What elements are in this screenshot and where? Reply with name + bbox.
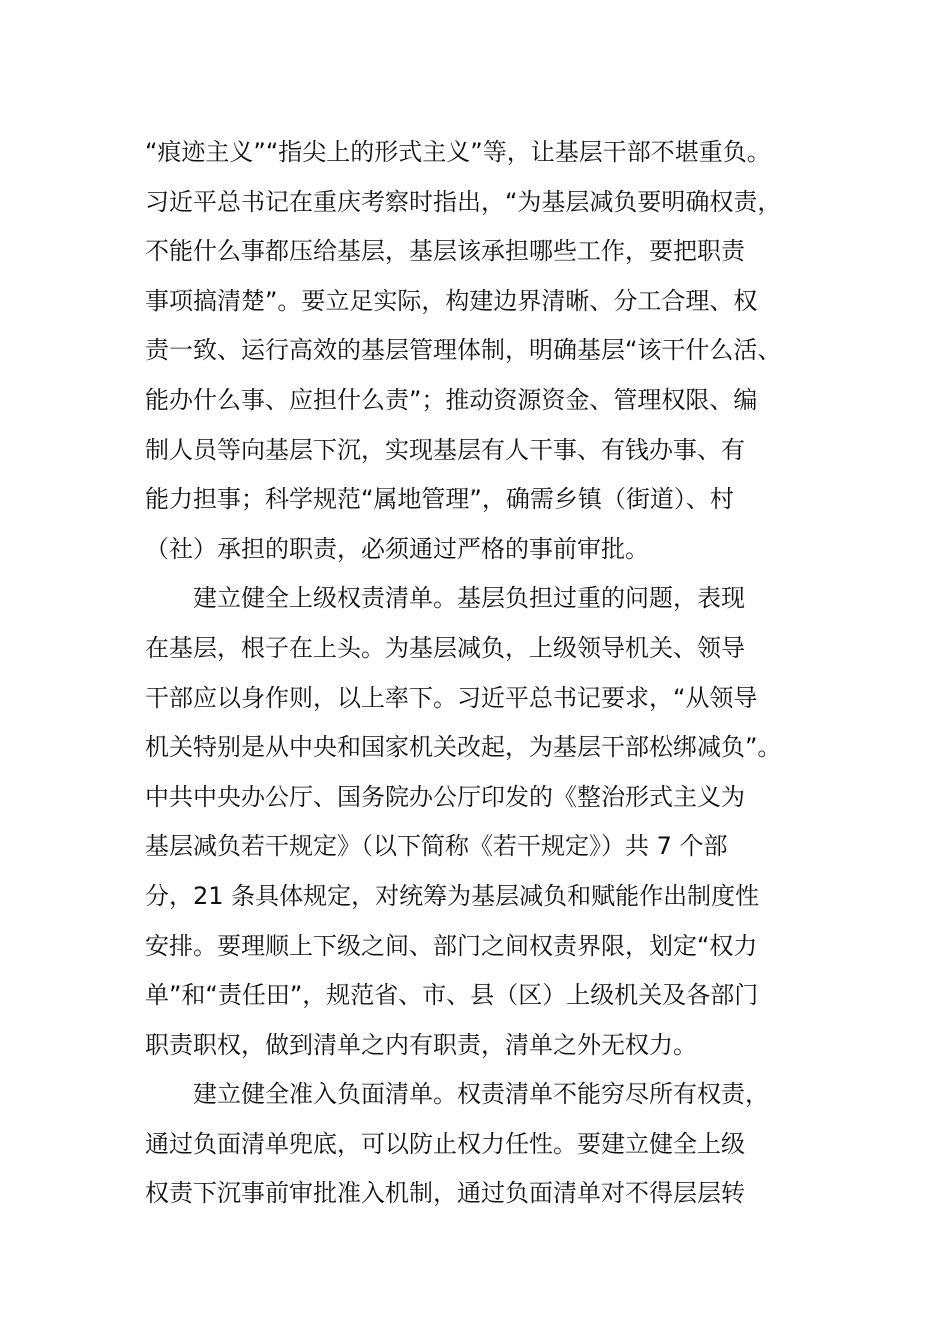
text-line: 制人员等向基层下沉，实现基层有人干事、有钱办事、有 xyxy=(145,435,745,464)
text-line: 安排。要理顺上下级之间、部门之间权责界限，划定“权力 xyxy=(145,931,758,960)
text-line: 事项搞清楚”。要立足实际，构建边界清晰、分工合理、权 xyxy=(145,286,758,315)
text-line: 职责职权，做到清单之内有职责，清单之外无权力。 xyxy=(145,1030,697,1059)
text-line: 在基层，根子在上头。为基层减负，上级领导机关、领导 xyxy=(145,633,745,662)
text-line: 能办什么事、应担什么责”；推动资源资金、管理权限、编 xyxy=(145,385,758,414)
text-line: 基层减负若干规定》（以下简称《若干规定》）共 7 个部 xyxy=(145,832,728,861)
paragraph-start-line: 建立健全上级权责清单。基层负担过重的问题，表现 xyxy=(193,584,745,613)
text-line: 责一致、运行高效的基层管理体制，明确基层“该干什么活、 xyxy=(145,336,782,365)
text-line: 习近平总书记在重庆考察时指出，“为基层减负要明确权责， xyxy=(145,187,782,216)
text-line: 分，21 条具体规定，对统筹为基层减负和赋能作出制度性 xyxy=(145,881,760,910)
text-line: 能力担事；科学规范“属地管理”，确需乡镇（街道）、村 xyxy=(145,485,734,514)
text-line: “痕迹主义”“指尖上的形式主义”等，让基层干部不堪重负。 xyxy=(145,138,771,166)
text-line: 中共中央办公厅、国务院办公厅印发的《整治形式主义为 xyxy=(145,782,745,811)
text-line: 干部应以身作则，以上率下。习近平总书记要求，“从领导 xyxy=(145,683,758,712)
text-line: 不能什么事都压给基层，基层该承担哪些工作，要把职责 xyxy=(145,237,745,266)
text-line: 机关特别是从中央和国家机关改起，为基层干部松绑减负”。 xyxy=(145,733,782,762)
text-line: 通过负面清单兜底，可以防止权力任性。要建立健全上级 xyxy=(145,1129,745,1158)
text-line: 单”和“责任田”，规范省、市、县（区）上级机关及各部门 xyxy=(145,981,759,1010)
paragraph-start-line: 建立健全准入负面清单。权责清单不能穷尽所有权责， xyxy=(193,1080,769,1109)
text-line: （社）承担的职责，必须通过严格的事前审批。 xyxy=(145,534,649,563)
text-line: 权责下沉事前审批准入机制，通过负面清单对不得层层转 xyxy=(145,1179,745,1208)
body-text xyxy=(145,128,835,1219)
